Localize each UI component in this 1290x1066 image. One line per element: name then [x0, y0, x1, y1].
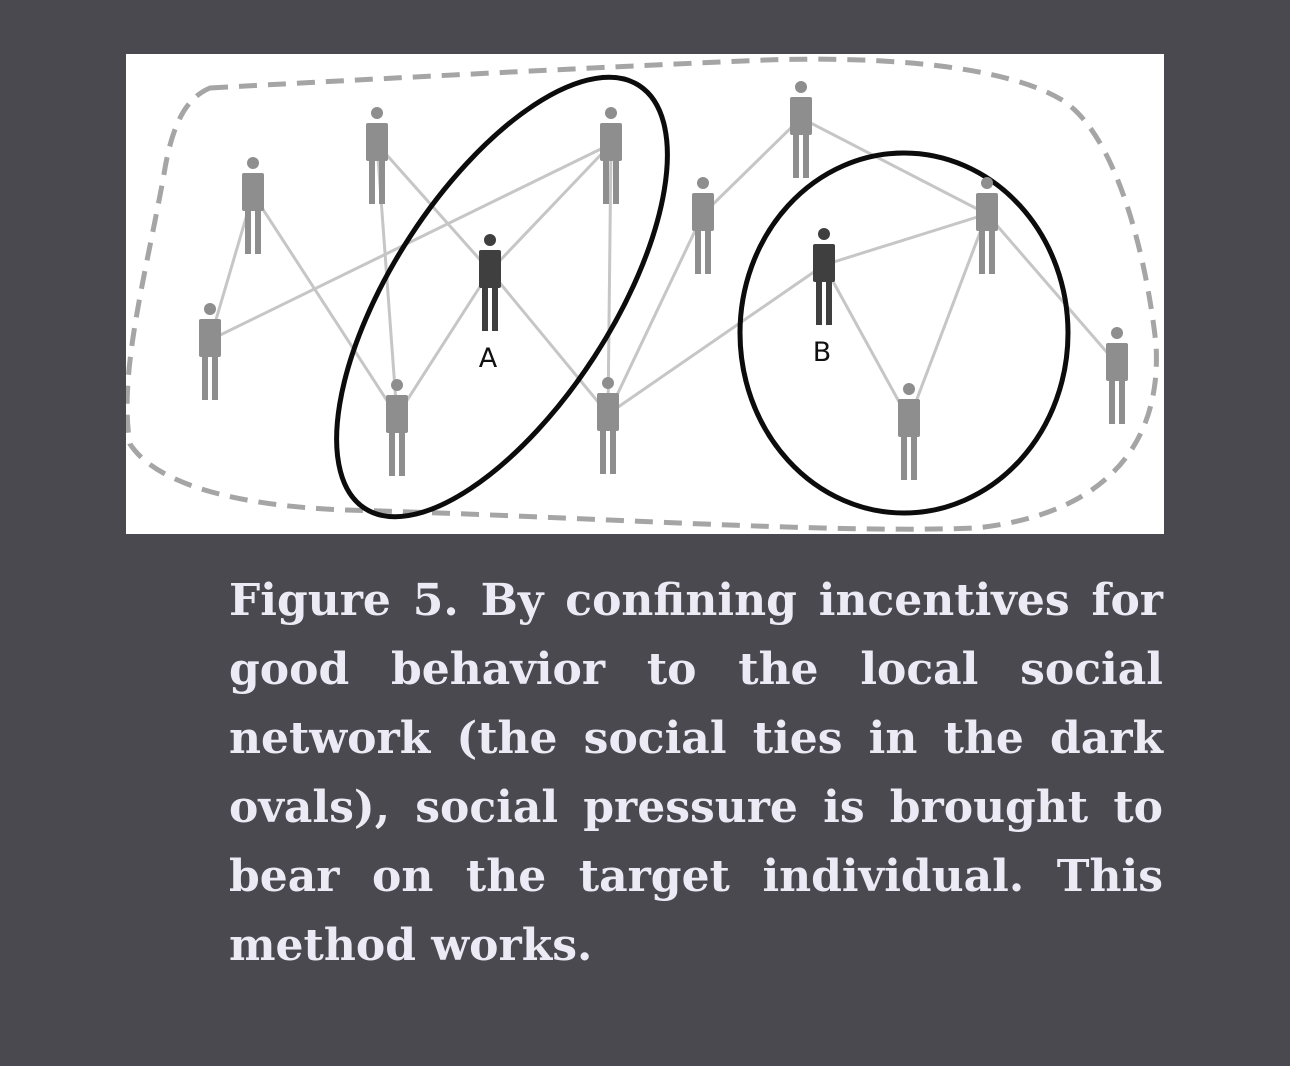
social-tie-p7-p8: [703, 118, 801, 214]
social-network-diagram: [126, 54, 1164, 534]
person-label-A: A: [478, 343, 498, 374]
person-icon-p11: [1106, 327, 1128, 424]
social-tie-A-p6: [490, 271, 608, 414]
social-tie-p9-p11: [987, 214, 1117, 364]
social-tie-p9-p10: [909, 214, 987, 420]
social-tie-B-p10: [824, 265, 909, 420]
oval-a: [272, 54, 731, 534]
person-icon-B: [813, 228, 835, 325]
network-boundary: [127, 59, 1156, 529]
social-tie-p3-A: [377, 144, 490, 271]
social-tie-B-p9: [824, 214, 987, 265]
network-canvas: [126, 54, 1164, 534]
social-tie-A-p5: [490, 144, 611, 271]
person-icon-p1: [242, 157, 264, 254]
figure-caption: Figure 5. By confining incentives for good behavior to the local social network (the social ties in the dark ovals), social pressure is brought to bear on the target individual. This method works.: [229, 575, 1163, 971]
social-tie-p4-A: [397, 271, 490, 416]
person-icon-A: [479, 234, 501, 331]
social-tie-p6-B: [608, 265, 824, 414]
person-icon-p7: [692, 177, 714, 274]
person-icon-p9: [976, 177, 998, 274]
person-icon-p4: [386, 379, 408, 476]
social-tie-p2-p5: [210, 144, 611, 340]
person-icon-p3: [366, 107, 388, 204]
person-icon-p8: [790, 81, 812, 178]
person-label-B: B: [812, 337, 832, 368]
social-tie-p1-p4: [253, 194, 397, 416]
